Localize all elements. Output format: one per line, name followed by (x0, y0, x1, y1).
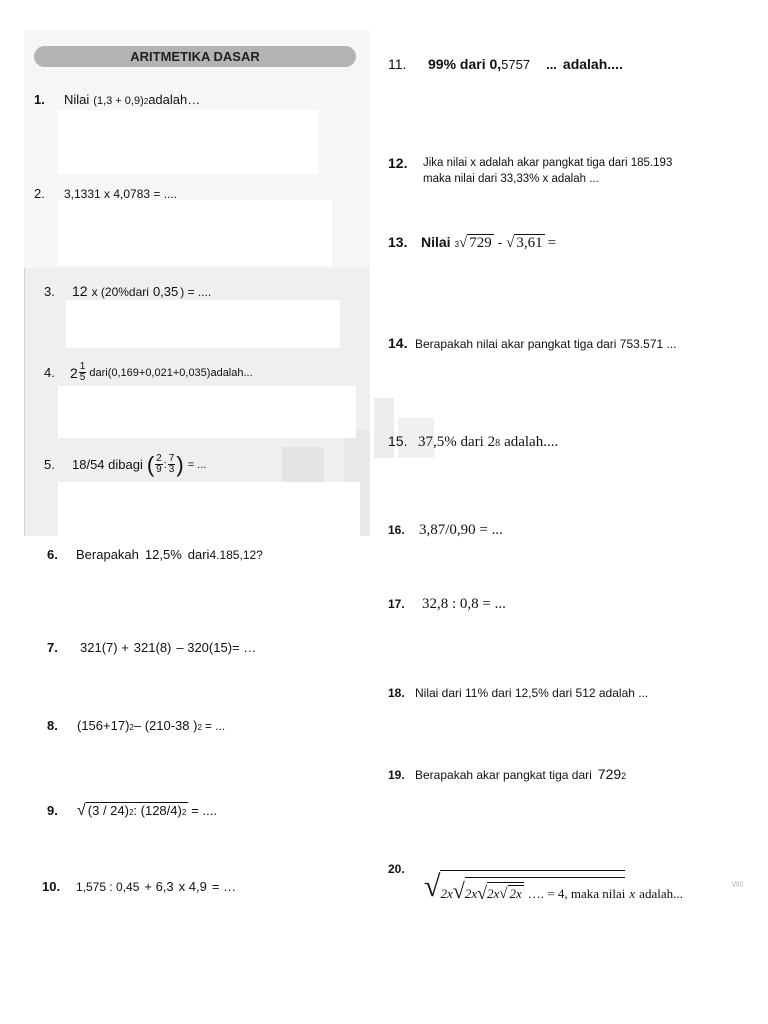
exponent: 8 (495, 438, 501, 449)
question-15 (388, 433, 558, 451)
question-number: 1. (34, 92, 45, 107)
question-text: 12,5% (144, 547, 182, 562)
question-text: : (128/4) (133, 803, 182, 818)
question-text-line-2: maka nilai dari 33,33% x adalah ... (423, 173, 599, 185)
question-19 (388, 766, 626, 782)
question-expression: (1,3 + 0,9) (93, 95, 144, 107)
question-2 (34, 186, 177, 201)
question-text: = ... (187, 458, 207, 471)
question-number: 2. (34, 186, 45, 201)
mixed-number-whole: 2 (70, 364, 78, 381)
radical-term: 2x (464, 886, 478, 901)
question-text: Berapakah nilai akar pangkat tiga dari 753.571 ... (415, 337, 677, 351)
sqrt-sign: √ (506, 235, 515, 251)
question-number: 4. (44, 365, 55, 380)
division-sign: : (163, 458, 167, 471)
question-11 (388, 56, 623, 72)
question-text: 729 (597, 766, 622, 782)
question-number: 12. (388, 155, 408, 171)
sqrt-sign: √ (477, 883, 487, 903)
question-text: 18/54 dibagi (72, 457, 143, 472)
root-sign: √ (459, 235, 468, 251)
radicand: 729 (469, 235, 492, 251)
question-text: = ... (204, 719, 226, 733)
nested-radical (440, 870, 625, 902)
left-paren: ( (146, 451, 155, 477)
question-number: 15. (388, 433, 408, 449)
radical-term: 2x (487, 886, 500, 901)
question-number: 16. (388, 523, 405, 537)
question-number: 3. (44, 284, 55, 299)
question-17 (388, 596, 506, 613)
question-exponent: 2 (143, 97, 149, 106)
question-text: Nilai (421, 234, 451, 250)
radical-term: 2x (509, 886, 522, 901)
question-text: 3,1331 x 4,0783 = .... (64, 187, 178, 201)
question-number: 18. (388, 686, 405, 700)
question-text: x 4,9 (178, 879, 207, 894)
question-number: 11. (388, 56, 407, 72)
question-text-line-1: Jika nilai x adalah akar pangkat tiga dari 185.193 (423, 157, 673, 169)
radicand: 3,61 (516, 235, 543, 251)
fraction-denominator: 9 (156, 464, 162, 475)
nested-radical (465, 877, 626, 902)
question-text: - (497, 235, 503, 250)
sqrt-sign: √ (499, 886, 508, 902)
question-text: adalah… (148, 92, 201, 107)
variable-x: x (629, 886, 636, 901)
question-text: 321(8) (133, 640, 172, 655)
question-text: 321(7) + (80, 640, 129, 655)
question-text: ) = .... (180, 285, 212, 299)
cube-root-index: 3 (454, 240, 460, 249)
question-number: 17. (388, 597, 405, 611)
fraction-denominator: 3 (168, 464, 175, 475)
question-text: 12 (72, 283, 88, 299)
nested-radical (487, 882, 524, 902)
fraction (79, 362, 87, 383)
question-text: – (210-38 ) (133, 718, 198, 733)
fraction-numerator: 7 (168, 453, 175, 464)
question-number: 6. (47, 547, 58, 562)
question-number: 20. (388, 862, 405, 876)
question-number: 8. (47, 718, 58, 733)
fraction-denominator: 5 (79, 372, 86, 383)
question-number: 14. (388, 335, 408, 351)
watermark-text: Wil (732, 880, 744, 889)
fraction-numerator: 2 (156, 453, 162, 464)
question-10 (42, 879, 236, 894)
question-7 (47, 640, 256, 655)
question-body (423, 155, 672, 187)
question-text: 32,8 : 0,8 = ... (422, 596, 506, 612)
sqrt-sign: √ (424, 870, 441, 903)
question-6 (47, 547, 263, 562)
question-text: (156+17) (77, 718, 130, 733)
question-4 (44, 362, 253, 383)
question-text: = .... (191, 803, 217, 818)
radical-term: 2x (440, 886, 453, 901)
question-text: ... (546, 57, 557, 72)
exponent: 2 (181, 808, 187, 817)
question-text: (3 / 24) (87, 803, 129, 818)
background-dash-line (24, 268, 25, 536)
question-3 (44, 283, 211, 299)
question-20-number (388, 862, 405, 876)
fraction-2 (168, 454, 176, 475)
fraction-numerator: 1 (79, 361, 86, 372)
question-text: 99% dari 0, (428, 56, 502, 72)
question-text: = (547, 235, 557, 251)
question-text: Nilai (64, 92, 90, 107)
question-text: Berapakah akar pangkat tiga dari (415, 768, 592, 782)
answer-box-4 (58, 386, 356, 438)
question-text: dari (187, 547, 210, 562)
exponent: 2 (197, 723, 202, 732)
exponent: 2 (129, 723, 134, 732)
sqrt-sign: √ (77, 802, 86, 819)
question-20 (424, 870, 683, 902)
question-18 (388, 686, 648, 700)
question-text: 1,575 : 0,45 (76, 880, 140, 894)
question-12 (388, 155, 672, 187)
question-text: …. = 4, maka nilai (527, 886, 626, 901)
question-16 (388, 522, 503, 539)
exponent: 2 (621, 771, 627, 781)
section-title: ARITMETIKA DASAR (34, 46, 356, 67)
sqrt-sign: √ (452, 878, 465, 903)
question-text: 3,87/0,90 = ... (419, 522, 503, 538)
question-text: Berapakah (76, 547, 139, 562)
question-text: 37,5% dari 2 (418, 434, 496, 450)
question-text: – 320(15)= … (176, 640, 257, 655)
question-number: 7. (47, 640, 58, 655)
radicand (86, 802, 189, 818)
right-paren: ) (176, 451, 184, 477)
question-number: 13. (388, 234, 408, 250)
answer-box-2 (58, 200, 332, 266)
question-5 (44, 451, 207, 477)
question-number: 10. (42, 879, 61, 894)
question-text: 4.185,12? (209, 548, 263, 562)
question-number: 5. (44, 457, 55, 472)
question-number: 19. (388, 768, 405, 782)
question-text: = … (211, 879, 237, 894)
fraction-1 (155, 454, 163, 475)
question-text: dari(0,169+0,021+0,035)adalah... (89, 366, 253, 379)
question-text: adalah.... (562, 56, 623, 72)
question-14 (388, 335, 677, 351)
answer-box-1 (58, 110, 318, 174)
question-text: 5757 (501, 57, 531, 72)
question-text: x (20%dari (91, 285, 149, 299)
question-text: adalah.... (504, 434, 559, 450)
exponent: 2 (128, 808, 134, 817)
question-text: adalah... (639, 886, 683, 901)
question-8 (47, 718, 225, 733)
question-text: Nilai dari 11% dari 12,5% dari 512 adalah ... (415, 686, 649, 700)
question-1 (34, 92, 200, 107)
question-number: 9. (47, 803, 58, 818)
question-13 (388, 234, 556, 252)
question-text: + 6,3 (144, 879, 174, 894)
answer-box-3 (66, 300, 340, 348)
question-text: 0,35 (152, 284, 179, 299)
question-9 (47, 802, 217, 820)
answer-box-5 (58, 482, 360, 536)
